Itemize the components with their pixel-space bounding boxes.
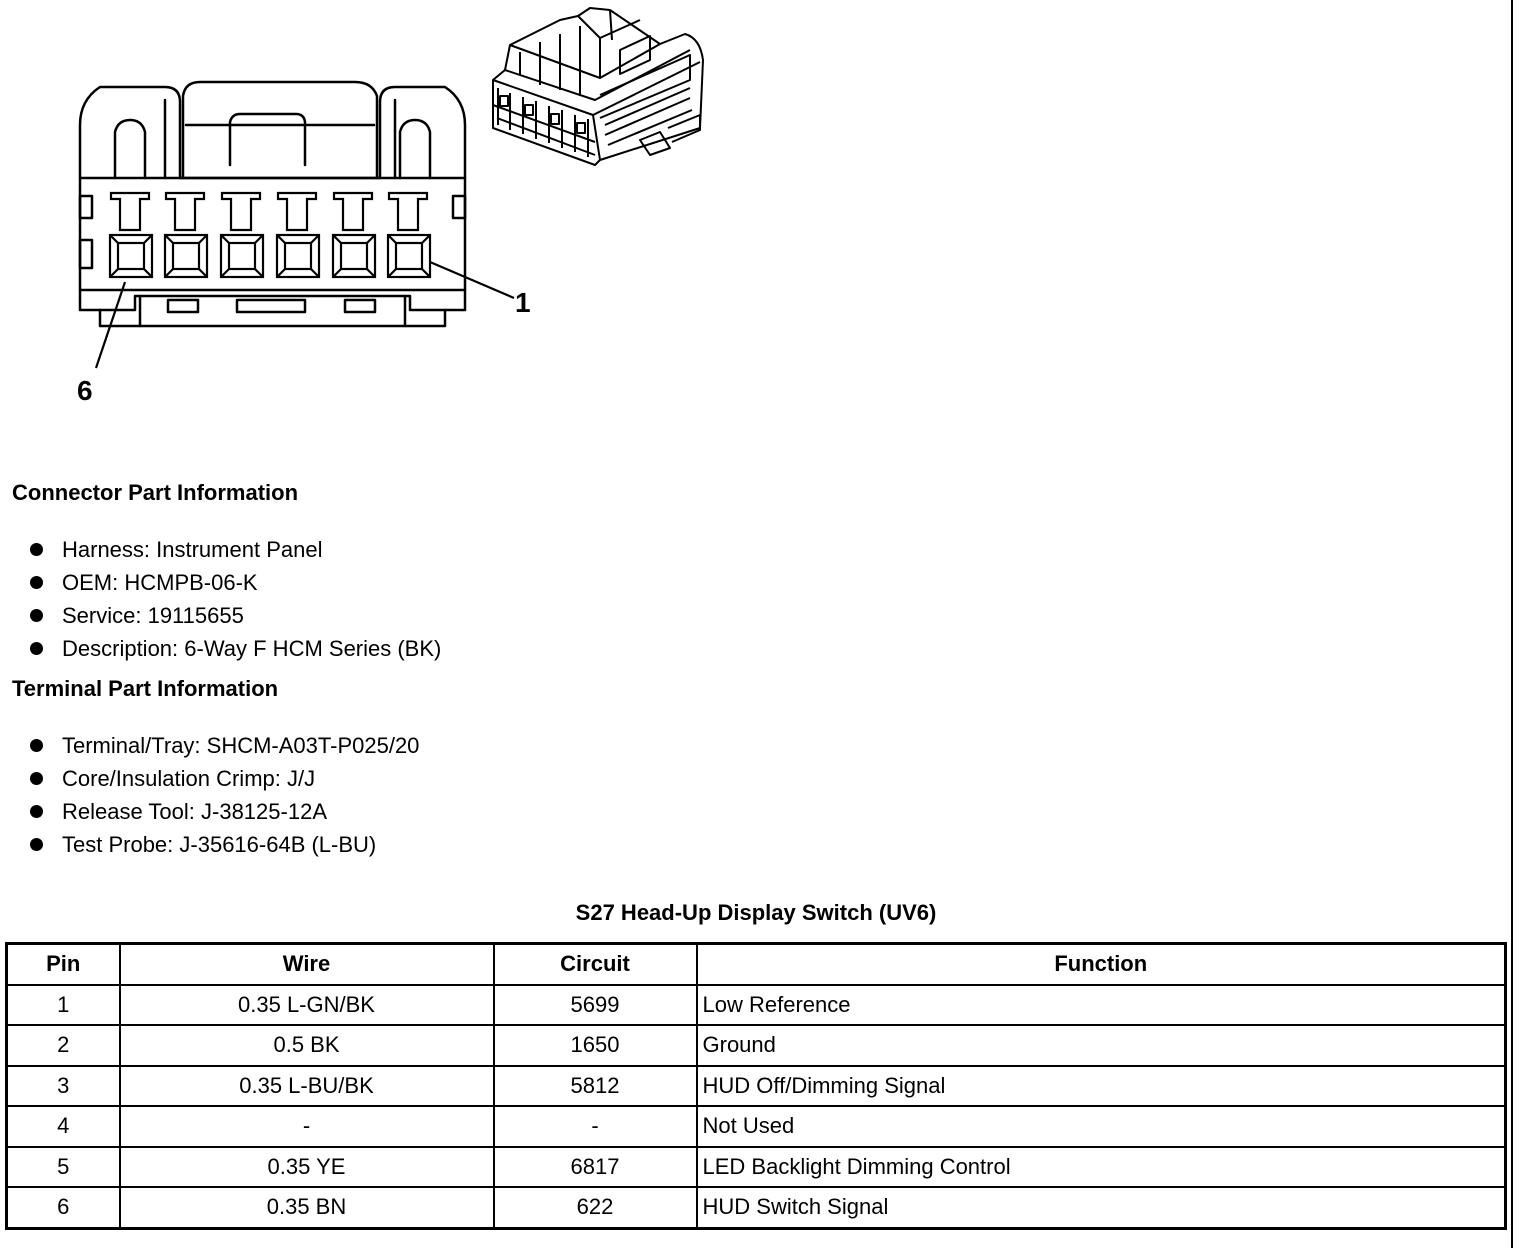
- list-item-text: Core/Insulation Crimp: J/J: [62, 766, 316, 791]
- circuit-cell: 1650: [494, 1025, 697, 1066]
- list-item-text: Description: 6-Way F HCM Series (BK): [62, 636, 442, 661]
- table-row: [7, 1025, 1506, 1066]
- column-header-wire: Wire: [120, 944, 494, 985]
- list-item-text: Service: 19115655: [62, 603, 244, 628]
- terminal-latch-1: [389, 193, 427, 230]
- bullet-icon: [30, 642, 43, 655]
- terminal-latch-5: [166, 193, 204, 230]
- connector-info-heading: Connector Part Information: [12, 480, 299, 505]
- circuit-cell: -: [494, 1106, 697, 1147]
- terminal-latch-2: [334, 193, 372, 230]
- table-row: [7, 985, 1506, 1026]
- table-row: [7, 1187, 1506, 1228]
- list-item-text: Terminal/Tray: SHCM-A03T-P025/20: [62, 733, 420, 758]
- circuit-cell: 5699: [494, 985, 697, 1026]
- wire-cell: 0.35 L-GN/BK: [120, 985, 494, 1026]
- connector-right-tower: [400, 120, 430, 178]
- wire-cell: 0.5 BK: [120, 1025, 494, 1066]
- terminal-latch-row: [111, 193, 427, 230]
- function-cell: Low Reference: [697, 985, 1506, 1026]
- bullet-icon: [30, 772, 43, 785]
- terminal-cavity-6: [110, 235, 152, 277]
- terminal-latch-3: [278, 193, 316, 230]
- terminal-cavity-3: [277, 235, 319, 277]
- terminal-cavity-4: [221, 235, 263, 277]
- list-item-text: Test Probe: J-35616-64B (L-BU): [62, 832, 377, 857]
- terminal-latch-4: [222, 193, 260, 230]
- connector-latch: [230, 114, 305, 165]
- terminal-cavity-5: [165, 235, 207, 277]
- column-header-pin: Pin: [7, 944, 120, 985]
- bullet-icon: [30, 838, 43, 851]
- list-item-text: Release Tool: J-38125-12A: [62, 799, 327, 824]
- list-item: [30, 828, 419, 861]
- terminal-latch-6: [111, 193, 149, 230]
- circuit-cell: 6817: [494, 1147, 697, 1188]
- list-item: [30, 533, 441, 566]
- bullet-icon: [30, 576, 43, 589]
- wire-cell: -: [120, 1106, 494, 1147]
- pinout-table: [5, 942, 1507, 1230]
- connector-illustration: [0, 0, 760, 420]
- function-cell: Ground: [697, 1025, 1506, 1066]
- table-header-row: [7, 944, 1506, 985]
- circuit-cell: 622: [494, 1187, 697, 1228]
- terminal-info-list: [30, 729, 419, 861]
- wire-cell: 0.35 YE: [120, 1147, 494, 1188]
- list-item: [30, 632, 441, 665]
- pin-cell: 2: [7, 1025, 120, 1066]
- terminal-cavity-row: [110, 235, 430, 277]
- connector-perspective-view: [493, 8, 703, 165]
- connector-left-tower: [115, 120, 145, 178]
- pin-6-label: 6: [77, 375, 93, 406]
- terminal-cavity-2: [333, 235, 375, 277]
- list-item-text: Harness: Instrument Panel: [62, 537, 323, 562]
- connector-diagram: [0, 0, 760, 420]
- bullet-icon: [30, 609, 43, 622]
- pin-cell: 3: [7, 1066, 120, 1107]
- pin-cell: 1: [7, 985, 120, 1026]
- list-item: [30, 762, 419, 795]
- list-item: [30, 729, 419, 762]
- page-border-line: [1511, 0, 1513, 1248]
- pin-cell: 4: [7, 1106, 120, 1147]
- list-item: [30, 795, 419, 828]
- function-cell: LED Backlight Dimming Control: [697, 1147, 1506, 1188]
- pin-1-leader-line: [430, 262, 514, 298]
- terminal-cavity-1: [388, 235, 430, 277]
- column-header-circuit: Circuit: [494, 944, 697, 985]
- function-cell: HUD Switch Signal: [697, 1187, 1506, 1228]
- list-item: [30, 566, 441, 599]
- bullet-icon: [30, 805, 43, 818]
- function-cell: HUD Off/Dimming Signal: [697, 1066, 1506, 1107]
- terminal-info-heading: Terminal Part Information: [12, 676, 279, 701]
- table-row: [7, 1147, 1506, 1188]
- bullet-icon: [30, 739, 43, 752]
- table-row: [7, 1066, 1506, 1107]
- list-item-text: OEM: HCMPB-06-K: [62, 570, 258, 595]
- pin-1-label: 1: [515, 287, 531, 318]
- table-row: [7, 1106, 1506, 1147]
- circuit-cell: 5812: [494, 1066, 697, 1107]
- pin-cell: 6: [7, 1187, 120, 1228]
- connector-info-list: [30, 533, 441, 665]
- function-cell: Not Used: [697, 1106, 1506, 1147]
- column-header-function: Function: [697, 944, 1506, 985]
- connector-top-ridge: [183, 82, 377, 178]
- list-item: [30, 599, 441, 632]
- pinout-table-title: S27 Head-Up Display Switch (UV6): [575, 900, 937, 925]
- bullet-icon: [30, 543, 43, 556]
- pin-cell: 5: [7, 1147, 120, 1188]
- wire-cell: 0.35 BN: [120, 1187, 494, 1228]
- wire-cell: 0.35 L-BU/BK: [120, 1066, 494, 1107]
